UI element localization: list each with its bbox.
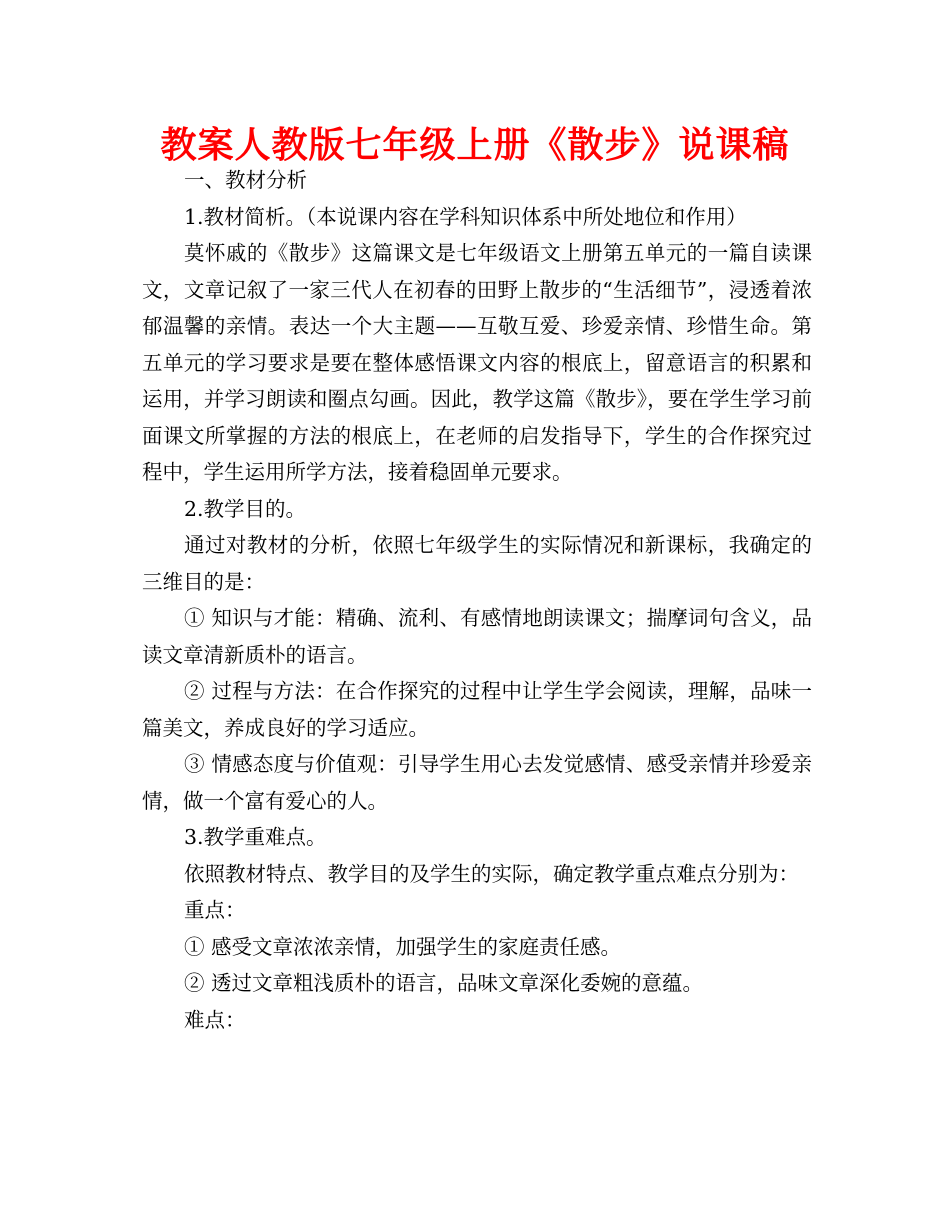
subsection-heading: 1.教材简析。（本说课内容在学科知识体系中所处地位和作用）: [184, 204, 747, 229]
list-item: ① 知识与才能：精确、流利、有感情地朗读课文；揣摩词句含义，品读文章清新质朴的语言。: [142, 606, 812, 667]
list-item: ② 透过文章粗浅质朴的语言，品味文章深化委婉的意蕴。: [184, 971, 704, 995]
subsection-heading: 3.教学重难点。: [184, 825, 327, 849]
label-line: 重点：: [184, 898, 246, 922]
list-item: ① 感受文章浓浓亲情，加强学生的家庭责任感。: [184, 934, 622, 959]
section-heading: 一、教材分析: [184, 168, 307, 192]
label-line: 难点：: [184, 1007, 246, 1032]
list-item: ③ 情感态度与价值观：引导学生用心去发觉感情、感受亲情并珍爱亲情，做一个富有爱心的人。: [142, 752, 812, 813]
subsection-heading: 2.教学目的。: [184, 496, 307, 521]
document-title: 教案人教版七年级上册《散步》说课稿: [160, 125, 790, 166]
body-paragraph: 依照教材特点、教学目的及学生的实际，确定教学重点难点分别为：: [184, 861, 799, 886]
body-paragraph: 通过对教材的分析，依照七年级学生的实际情况和新课标，我确定的三维目的是：: [142, 533, 812, 594]
document-body: [142, 162, 812, 1038]
body-paragraph: 莫怀戚的《散步》这篇课文是七年级语文上册第五单元的一篇自读课文，文章记叙了一家三代人在初春的田野上散步的“生活细节”，浸透着浓郁温馨的亲情。表达一个大主题——互敬互爱、珍爱亲情、珍惜生命。第五单元的学习要求是要在整体感悟课文内容的根底上，留意语言的积累和运用，并学习朗读和圈点勾画。因此，教学这篇《散步》，要在学生学习前面课文所掌握的方法的根底上，在老师的启发指导下，学生的合作探究过程中，学生运用所学方法，接着稳固单元要求。: [142, 241, 812, 484]
list-item: ② 过程与方法：在合作探究的过程中让学生学会阅读，理解，品味一篇美文，养成良好的学习适应。: [142, 679, 812, 740]
